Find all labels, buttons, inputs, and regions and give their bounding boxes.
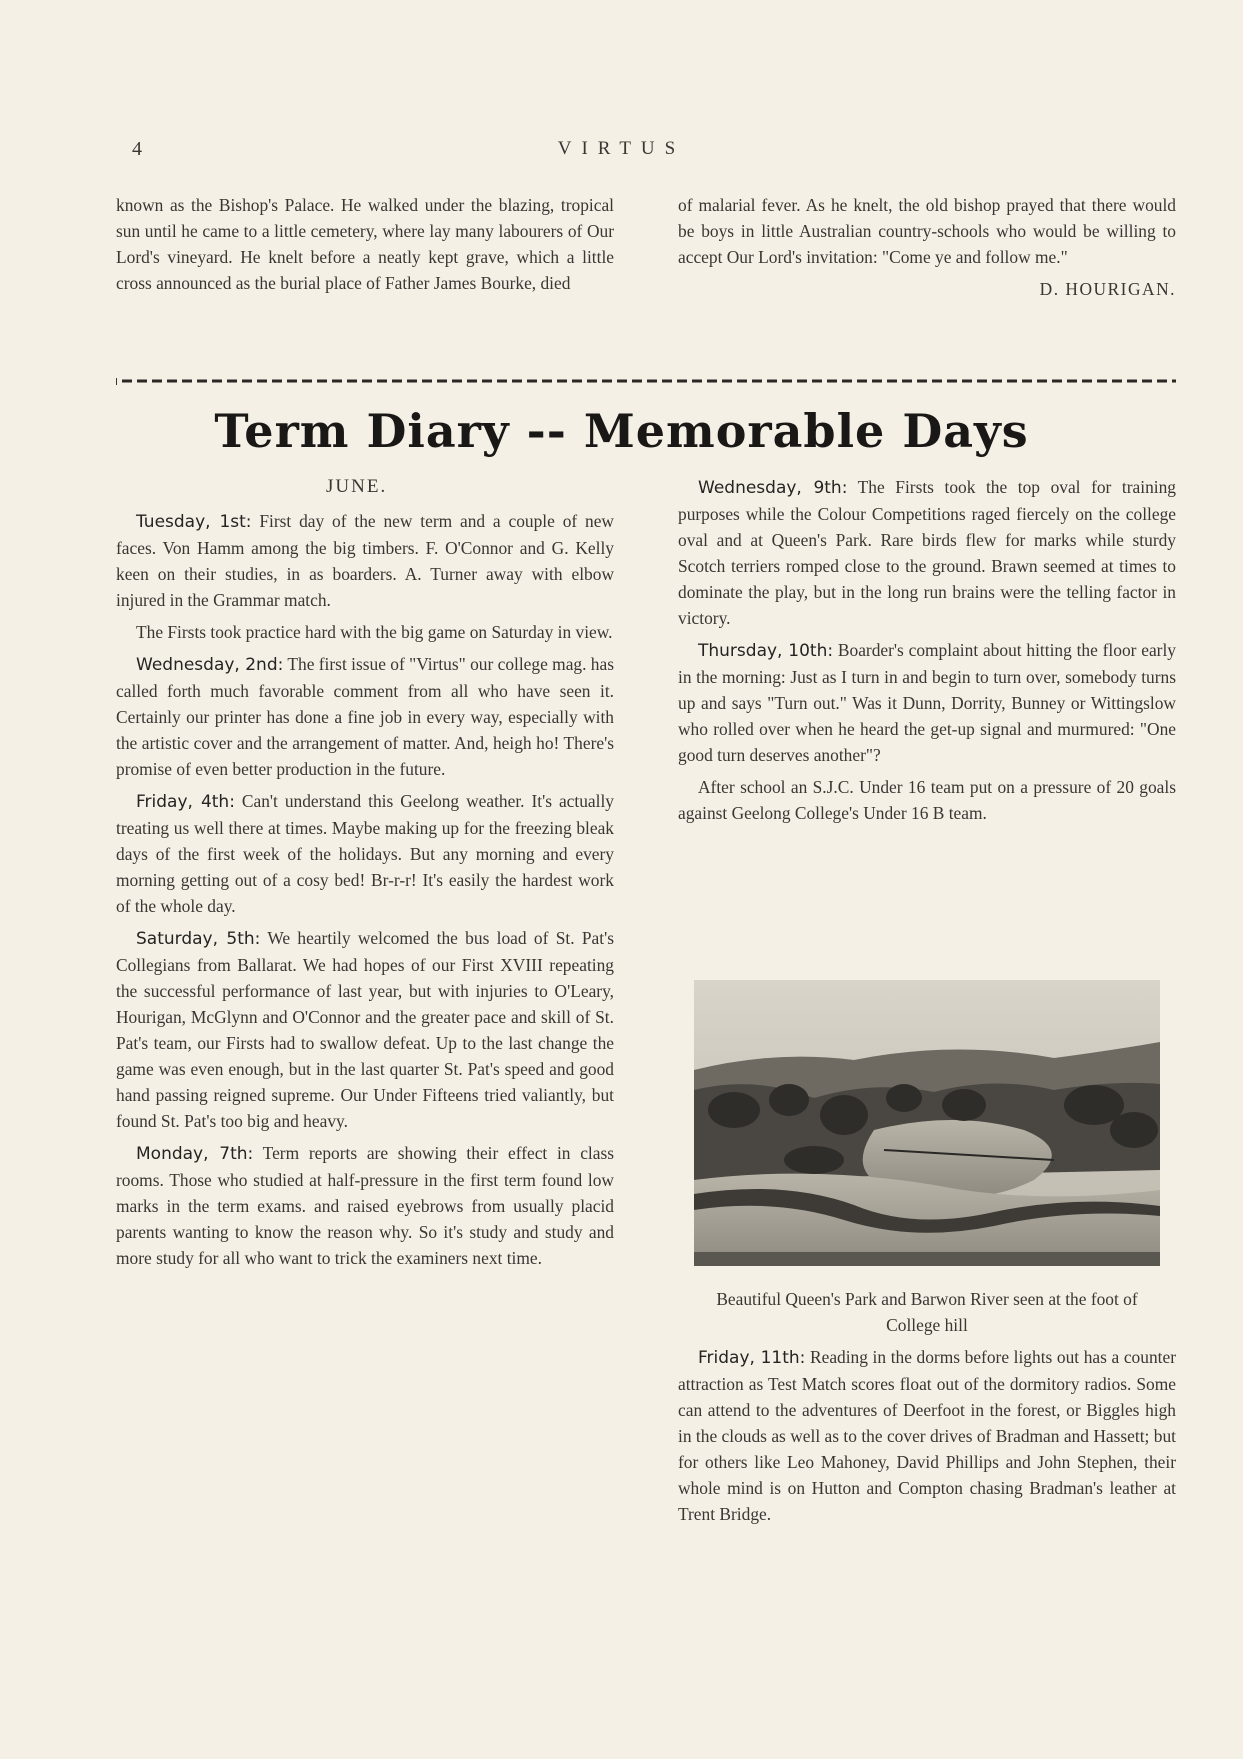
diary-entry [116, 651, 614, 782]
entry-date: Monday, 7th: [136, 1144, 254, 1164]
photo-caption: Beautiful Queen's Park and Barwon River seen at the foot of College hill [716, 1289, 1138, 1335]
diary-entry [116, 1140, 614, 1271]
diary-column-right-continued [678, 1344, 1176, 1533]
diary-entry [678, 1344, 1176, 1527]
prior-article-left [116, 192, 614, 302]
month-heading: JUNE. [326, 476, 388, 497]
diary-entry [116, 925, 614, 1134]
entry-date: Thursday, 10th: [698, 641, 834, 661]
diary-column-left [116, 474, 614, 1277]
entry-date: Saturday, 5th: [136, 929, 261, 949]
entry-text: The Firsts took practice hard with the big game on Saturday in view. [136, 622, 613, 642]
entry-date: Friday, 4th: [136, 792, 235, 812]
prior-article-right-text: of malarial fever. As he knelt, the old bishop prayed that there would be boys in little Australian country-schools who would be willing to accept Our Lord's invitation: "Come ye and follow me." [678, 195, 1176, 267]
dashed-divider [116, 376, 1176, 386]
page-number: 4 [132, 138, 142, 160]
entry-date: Wednesday, 9th: [698, 478, 848, 498]
entry-text: Reading in the dorms before lights out has a counter attraction as Test Match scores float out of the dormitory radios. Some can attend to the adventures of Deerfoot in the forest, or Biggles high in the clouds as well as to the cover drives of Bradman and Hassett; but for others like Leo Mahoney, David Phillips and John Stephen, their whole mind is on Hutton and Compton chasing Bradman's leather at Trent Bridge. [678, 1347, 1176, 1524]
diary-entry [678, 474, 1176, 631]
entry-text: Term reports are showing their effect in class rooms. Those who studied at half-pressure in the first term found low marks in the term exams. and raised eyebrows from usually placid parents wanting to know the reason why. So it's study and study and more study for all who want to trick the examiners next time. [116, 1143, 615, 1268]
entry-text: The first issue of "Virtus" our college mag. has called forth much favorable comment from all who have seen it. Certainly our printer has done a fine job in every way, especially with the artistic cover and the arrangement of matter. And, heigh ho! There's promise of even better production in the future. [116, 654, 614, 779]
running-head: VIRTUS [557, 138, 686, 159]
entry-text: The Firsts took the top oval for training purposes while the Colour Competitions raged fiercely on the college oval and at Queen's Park. Rare birds flew for marks while sturdy Scotch terriers romped close to the ground. Brawn seemed at times to dominate the play, but in the long run brains were the telling factor in victory. [678, 477, 1176, 628]
entry-text: After school an S.J.C. Under 16 team put on a pressure of 20 goals against Geelong College's Under 16 B team. [678, 777, 1176, 823]
diary-column-right [678, 474, 1176, 832]
author-signature: D. HOURIGAN. [1039, 279, 1176, 299]
entry-date: Wednesday, 2nd: [136, 655, 284, 675]
entry-text: First day of the new term and a couple of new faces. Von Hamm among the big timbers. F. O'Connor and G. Kelly keen on their studies, in as boarders. A. Turner away with elbow injured in the Grammar match. [116, 511, 614, 610]
entry-date: Friday, 11th: [698, 1348, 806, 1368]
entry-text: We heartily welcomed the bus load of St. Pat's Collegians from Ballarat. We had hopes of our First XVIII repeating the successful performance of last year, but with injuries to O'Leary, Hourigan, McGlynn and O'Connor and the greater pace and skill of St. Pat's team, our Firsts had to swallow defeat. Up to the last change the game was even enough, but in the last quarter St. Pat's speed and good hand passing reigned supreme. Our Under Fifteens tried valiantly, but found St. Pat's too big and heavy. [116, 928, 614, 1131]
diary-entry [116, 508, 614, 613]
article-title: Term Diary -- Memorable Days [214, 404, 1029, 458]
diary-entry [116, 788, 614, 919]
prior-article-left-text: known as the Bishop's Palace. He walked under the blazing, tropical sun until he came to a little cemetery, where lay many labourers of Our Lord's vineyard. He knelt before a neatly kept grave, which a little cross announced as the burial place of Father James Bourke, died [116, 195, 614, 293]
river-park-photo [694, 980, 1160, 1266]
prior-article-right [678, 192, 1176, 308]
diary-entry [678, 637, 1176, 768]
entry-text: Can't understand this Geelong weather. It's actually treating us well there at times. Maybe making up for the freezing bleak days of the first week of the holidays. But any morning and every morning getting out of a cosy bed! Br-r-r! It's easily the hardest work of the whole day. [116, 791, 614, 916]
entry-text: Boarder's complaint about hitting the floor early in the morning: Just as I turn in and begin to turn over, somebody turns up and says "Turn out." Was it Dunn, Dorrity, Bunney or Wittingslow who rolled over when he heard the get-up signal and murmured: "One good turn deserves another"? [678, 640, 1176, 765]
entry-date: Tuesday, 1st: [136, 512, 252, 532]
